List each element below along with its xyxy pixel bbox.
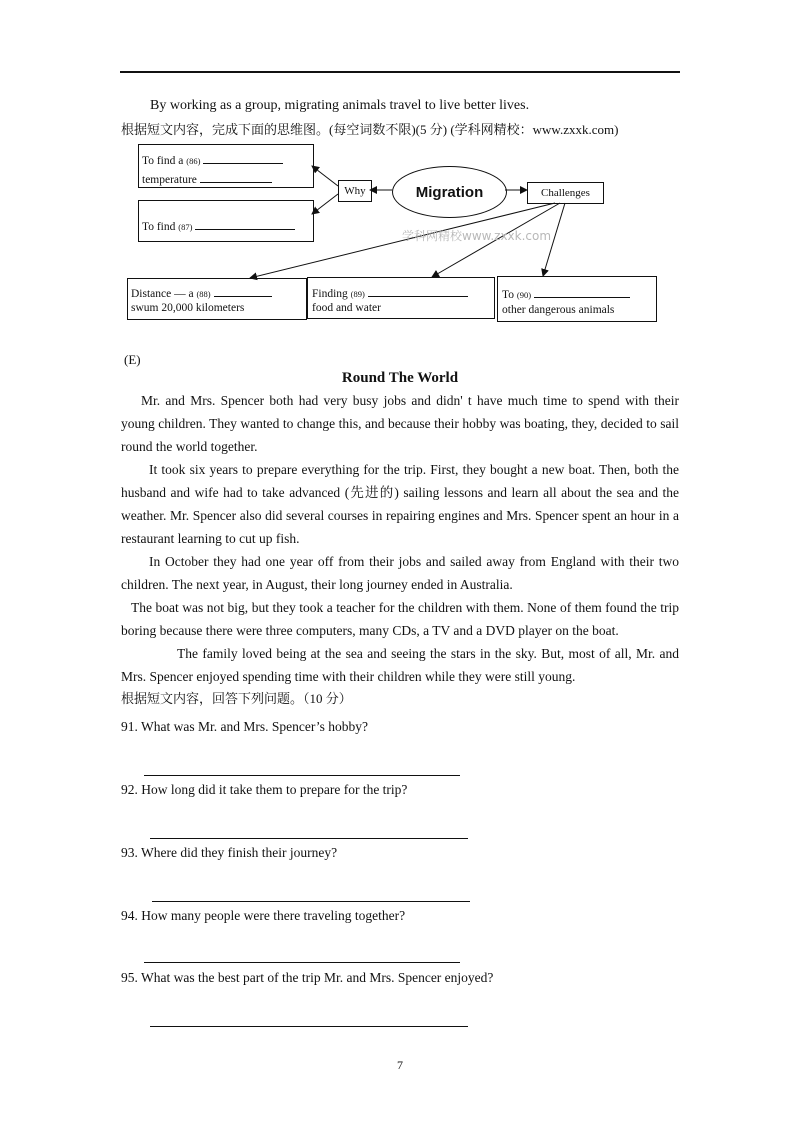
paragraph-2: It took six years to prepare everything for the trip. First, they bought a new boat. Then, both the husband and wife had to take advanced (先进的) sailing lessons and learn all about the sea and the weather. Mr. Spencer also did several courses in repairing engines and Mrs. Spencer spent an hour in a restaurant learning to cut up fish.	[121, 462, 679, 546]
answer-line-91[interactable]	[144, 775, 460, 776]
reason-temperature-suffix: temperature	[142, 170, 272, 186]
blank-88[interactable]	[214, 284, 272, 297]
answer-line-93[interactable]	[152, 901, 470, 902]
question-95: 95. What was the best part of the trip Mr. and Mrs. Spencer enjoyed?	[121, 970, 494, 985]
section-label: (E)	[124, 352, 141, 367]
why-box: Why	[338, 180, 372, 202]
challenge-finding-text: Finding (89)	[312, 284, 468, 300]
page-number: 7	[397, 1058, 403, 1072]
question-92: 92. How long did it take them to prepare for the trip?	[121, 782, 408, 797]
challenge-distance-text: Distance — a (88)	[131, 284, 272, 300]
challenge-distance-suffix: swum 20,000 kilometers	[131, 302, 245, 314]
answer-line-92[interactable]	[150, 838, 468, 839]
blank-89[interactable]	[368, 284, 468, 297]
mindmap	[0, 0, 800, 340]
question-93: 93. Where did they finish their journey?	[121, 845, 338, 860]
blank-86[interactable]	[203, 151, 283, 164]
challenge-finding-suffix: food and water	[312, 302, 381, 314]
reason-87-text: To find (87)	[142, 217, 295, 233]
paragraph-1: Mr. and Mrs. Spencer both had very busy jobs and didn' t have much time to spend with their young children. They wanted to change this, and because their hobby was boating, they, decided to sail round the world together.	[121, 393, 679, 454]
migration-oval: Migration	[392, 166, 507, 218]
questions-instruction: 根据短文内容，回答下列问题。（10 分）	[121, 691, 352, 706]
answer-line-94[interactable]	[144, 962, 460, 963]
challenge-animals-text: To (90)	[502, 285, 630, 301]
challenge-animals-suffix: other dangerous animals	[502, 304, 615, 316]
mindmap-watermark: 学科网精校www.zxxk.com	[402, 229, 552, 243]
paragraph-4: The boat was not big, but they took a teacher for the children with them. None of them found the trip boring because there were three computers, many CDs, a TV and a DVD player on the boat.	[121, 600, 679, 638]
paragraph-5: The family loved being at the sea and seeing the stars in the sky. But, most of all, Mr. and Mrs. Spencer enjoyed spending time with their children while they were still young.	[121, 646, 679, 684]
blank-90[interactable]	[534, 285, 630, 298]
reason-temperature-text: To find a (86)	[142, 151, 283, 167]
mindmap-instruction: 根据短文内容，完成下面的思维图。(每空词数不限)(5 分) (学科网精校：www.zxxk.com)	[121, 122, 619, 137]
blank-87[interactable]	[195, 217, 295, 230]
question-91: 91. What was Mr. and Mrs. Spencer’s hobby?	[121, 719, 368, 734]
answer-line-95[interactable]	[150, 1026, 468, 1027]
passage-title: Round The World	[341, 370, 459, 386]
paragraph-3: In October they had one year off from their jobs and sailed away from England with their two children. The next year, in August, their long journey ended in Australia.	[121, 554, 679, 592]
intro-sentence: By working as a group, migrating animals travel to live better lives.	[150, 98, 530, 113]
challenges-box: Challenges	[527, 182, 604, 204]
question-94: 94. How many people were there traveling together?	[121, 908, 406, 923]
